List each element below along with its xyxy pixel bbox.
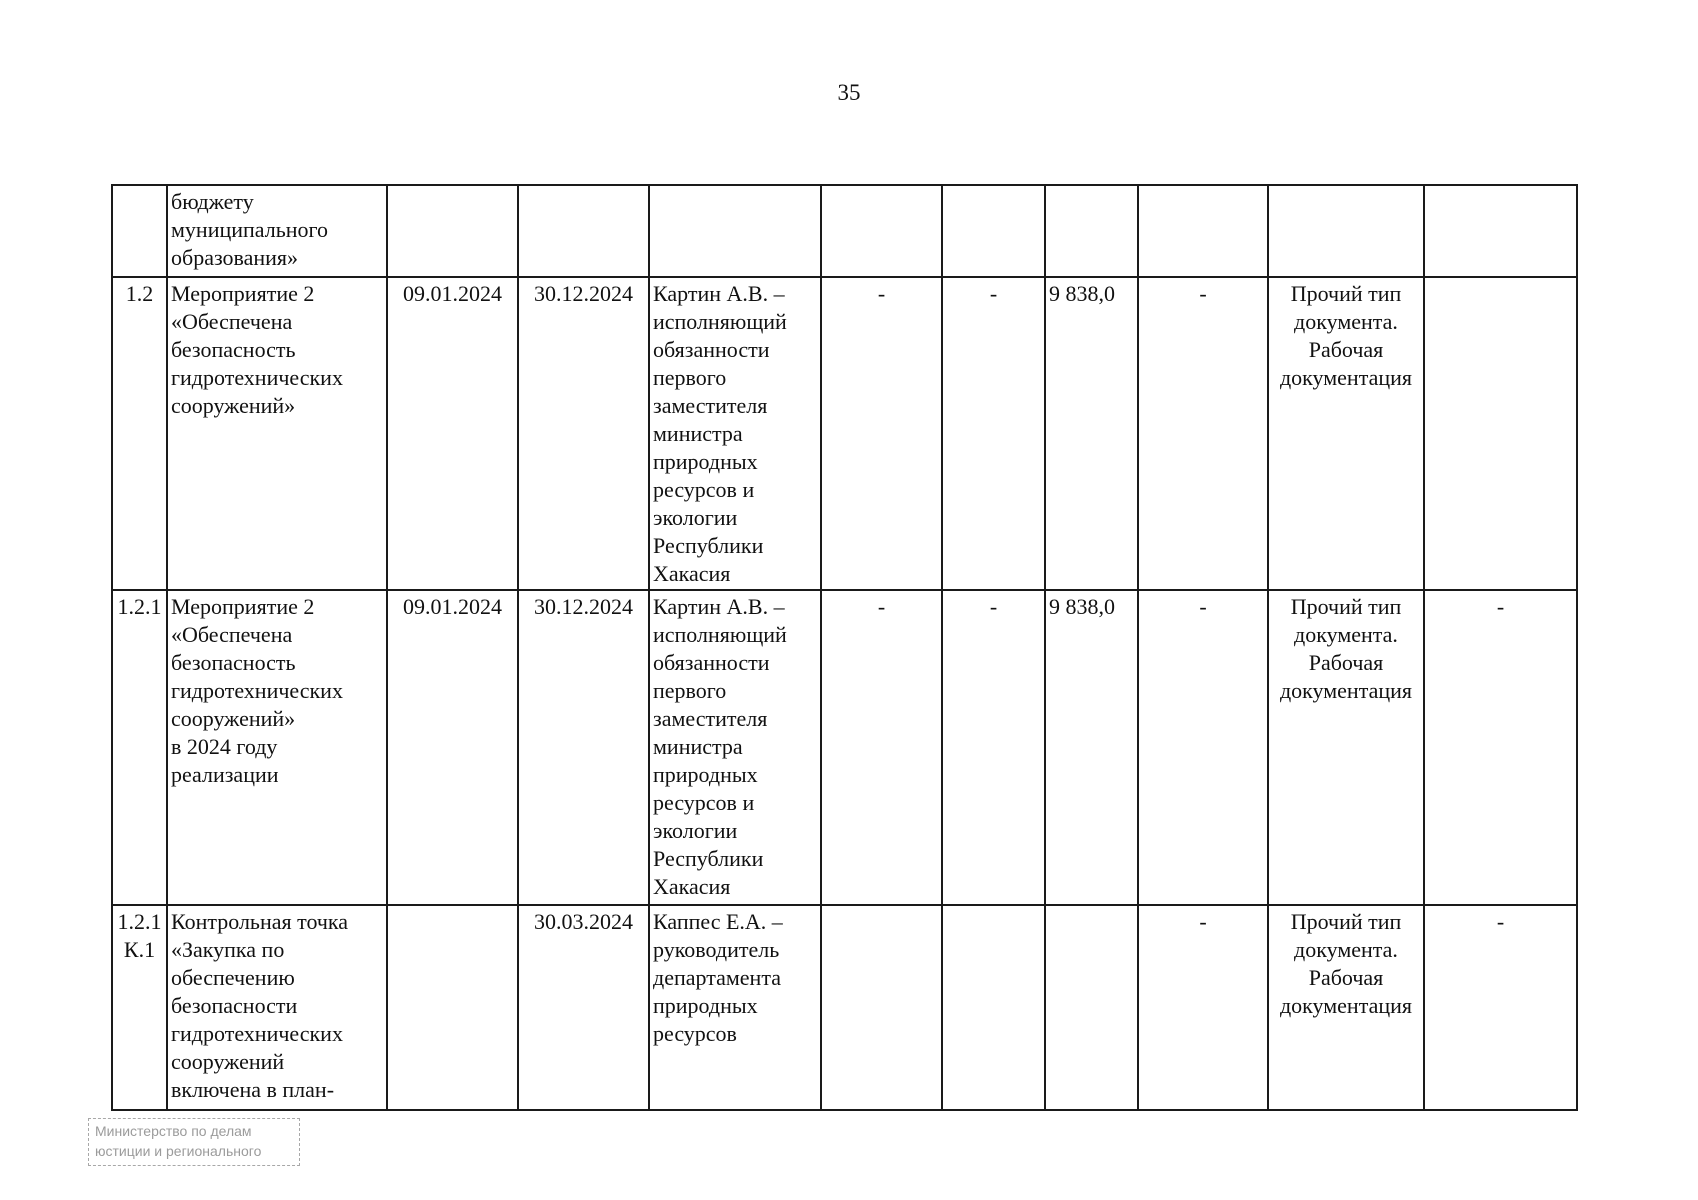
document-type: Прочий тип документа. Рабочая документация: [1268, 590, 1424, 905]
value-cell: [821, 185, 942, 277]
value-cell: [1424, 277, 1577, 590]
value-cell: [821, 905, 942, 1110]
page-number: 35: [837, 80, 861, 105]
event-name: Мероприятие 2 «Обеспечена безопасность гидротехнических сооружений» в 2024 году реализации: [167, 590, 387, 905]
registration-stamp: Министерство по делам юстиции и регионального: [88, 1118, 300, 1166]
end-date: 30.12.2024: [518, 277, 649, 590]
start-date: [387, 905, 518, 1110]
table-row: [112, 905, 1577, 1110]
end-date: 30.03.2024: [518, 905, 649, 1110]
value-cell: -: [821, 590, 942, 905]
amount-cell: [1045, 185, 1138, 277]
end-date: 30.12.2024: [518, 590, 649, 905]
document-type: Прочий тип документа. Рабочая документация: [1268, 905, 1424, 1110]
start-date: [387, 185, 518, 277]
value-cell: [1138, 185, 1268, 277]
table-row: [112, 185, 1577, 277]
value-cell: -: [1138, 590, 1268, 905]
responsible-person: Картин А.В. – исполняющий обязанности первого заместителя министра природных ресурсов и экологии Республики Хакасия: [649, 590, 821, 905]
amount-cell: 9 838,0: [1045, 590, 1138, 905]
value-cell: -: [821, 277, 942, 590]
start-date: 09.01.2024: [387, 590, 518, 905]
value-cell: [942, 185, 1045, 277]
end-date: [518, 185, 649, 277]
table-row: [112, 590, 1577, 905]
amount-cell: 9 838,0: [1045, 277, 1138, 590]
value-cell: -: [1138, 905, 1268, 1110]
responsible-person: Картин А.В. – исполняющий обязанности первого заместителя министра природных ресурсов и экологии Республики Хакасия: [649, 277, 821, 590]
row-number: 1.2.1: [112, 590, 167, 905]
start-date: 09.01.2024: [387, 277, 518, 590]
responsible-person: [649, 185, 821, 277]
event-name: Контрольная точка «Закупка по обеспечению безопасности гидротехнических сооружений включена в план-: [167, 905, 387, 1110]
value-cell: -: [1424, 905, 1577, 1110]
value-cell: [942, 905, 1045, 1110]
value-cell: -: [1424, 590, 1577, 905]
event-name: Мероприятие 2 «Обеспечена безопасность гидротехнических сооружений»: [167, 277, 387, 590]
event-name: бюджету муниципального образования»: [167, 185, 387, 277]
row-number: 1.2.1 К.1: [112, 905, 167, 1110]
plan-table: [111, 184, 1578, 1111]
value-cell: -: [1138, 277, 1268, 590]
responsible-person: Каппес Е.А. – руководитель департамента природных ресурсов: [649, 905, 821, 1110]
document-type: [1268, 185, 1424, 277]
value-cell: -: [942, 277, 1045, 590]
value-cell: [1424, 185, 1577, 277]
document-type: Прочий тип документа. Рабочая документация: [1268, 277, 1424, 590]
amount-cell: [1045, 905, 1138, 1110]
row-number: 1.2: [112, 277, 167, 590]
table-row: [112, 277, 1577, 590]
row-number: [112, 185, 167, 277]
value-cell: -: [942, 590, 1045, 905]
